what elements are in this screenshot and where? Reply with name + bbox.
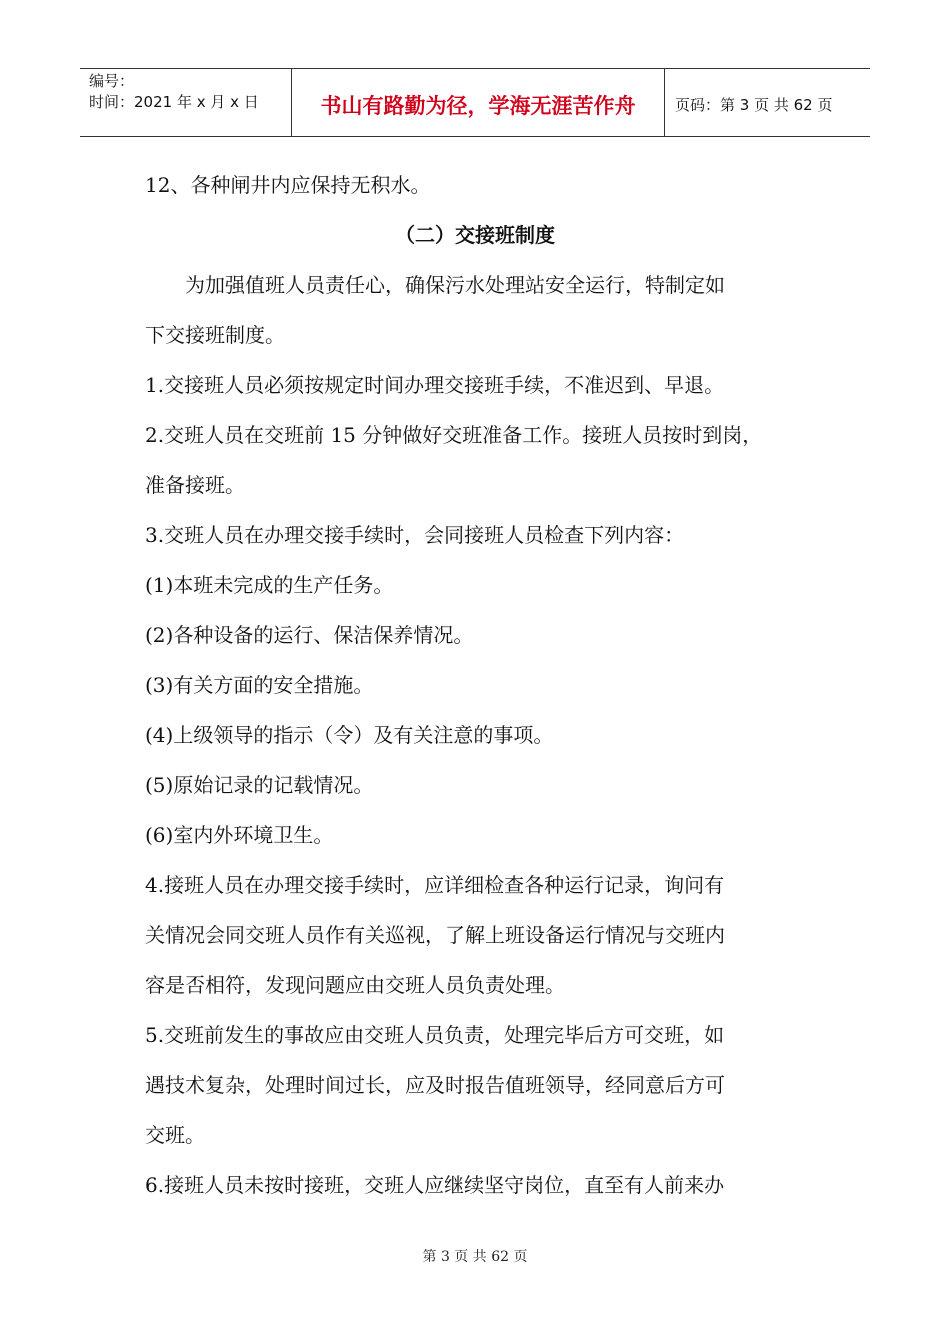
list-item: (5)原始记录的记载情况。 (145, 773, 374, 797)
document-body (145, 160, 815, 1210)
paragraph-line: 遇技术复杂，处理时间过长，应及时报告值班领导，经同意后方可 (145, 1073, 725, 1097)
paragraph-line: 1.交接班人员必须按规定时间办理交接班手续，不准迟到、早退。 (145, 373, 725, 397)
page-footer: 第 3 页 共 62 页 (422, 1249, 528, 1265)
section-title: （二）交接班制度 (395, 223, 555, 247)
paragraph-line: 2.交班人员在交班前 15 分钟做好交班准备工作。接班人员按时到岗， (145, 423, 763, 447)
paragraph-line: 6.接班人员未按时接班，交班人应继续坚守岗位，直至有人前来办 (145, 1173, 725, 1197)
paragraph-line: 为加强值班人员责任心，确保污水处理站安全运行，特制定如 (185, 273, 725, 297)
header-page-info: 页码：第 3 页 共 62 页 (675, 96, 833, 114)
list-item: (2)各种设备的运行、保洁保养情况。 (145, 623, 474, 647)
header-motto: 书山有路勤为径，学海无涯苦作舟 (292, 69, 665, 136)
paragraph-line: 5.交班前发生的事故应由交班人员负责，处理完毕后方可交班，如 (145, 1023, 725, 1047)
paragraph-line: 准备接班。 (145, 473, 245, 497)
list-item: (3)有关方面的安全措施。 (145, 673, 374, 697)
list-item: (6)室内外环境卫生。 (145, 823, 334, 847)
paragraph-line: 3.交班人员在办理交接手续时，会同接班人员检查下列内容： (145, 523, 685, 547)
header-meta (80, 69, 292, 136)
list-item: (4)上级领导的指示（令）及有关注意的事项。 (145, 723, 554, 747)
paragraph-line: 下交接班制度。 (145, 323, 285, 347)
paragraph-line: 交班。 (145, 1123, 205, 1147)
document-number-label: 编号： (89, 72, 135, 90)
list-item: (1)本班未完成的生产任务。 (145, 573, 394, 597)
page-header (80, 68, 870, 137)
paragraph-line: 容是否相符，发现问题应由交班人员负责处理。 (145, 973, 565, 997)
paragraph-line: 12、各种闸井内应保持无积水。 (145, 173, 431, 197)
paragraph-line: 关情况会同交班人员作有关巡视，了解上班设备运行情况与交班内 (145, 923, 725, 947)
paragraph-line: 4.接班人员在办理交接手续时，应详细检查各种运行记录，询问有 (145, 873, 725, 897)
document-date: 时间：2021 年 x 月 x 日 (89, 93, 259, 111)
